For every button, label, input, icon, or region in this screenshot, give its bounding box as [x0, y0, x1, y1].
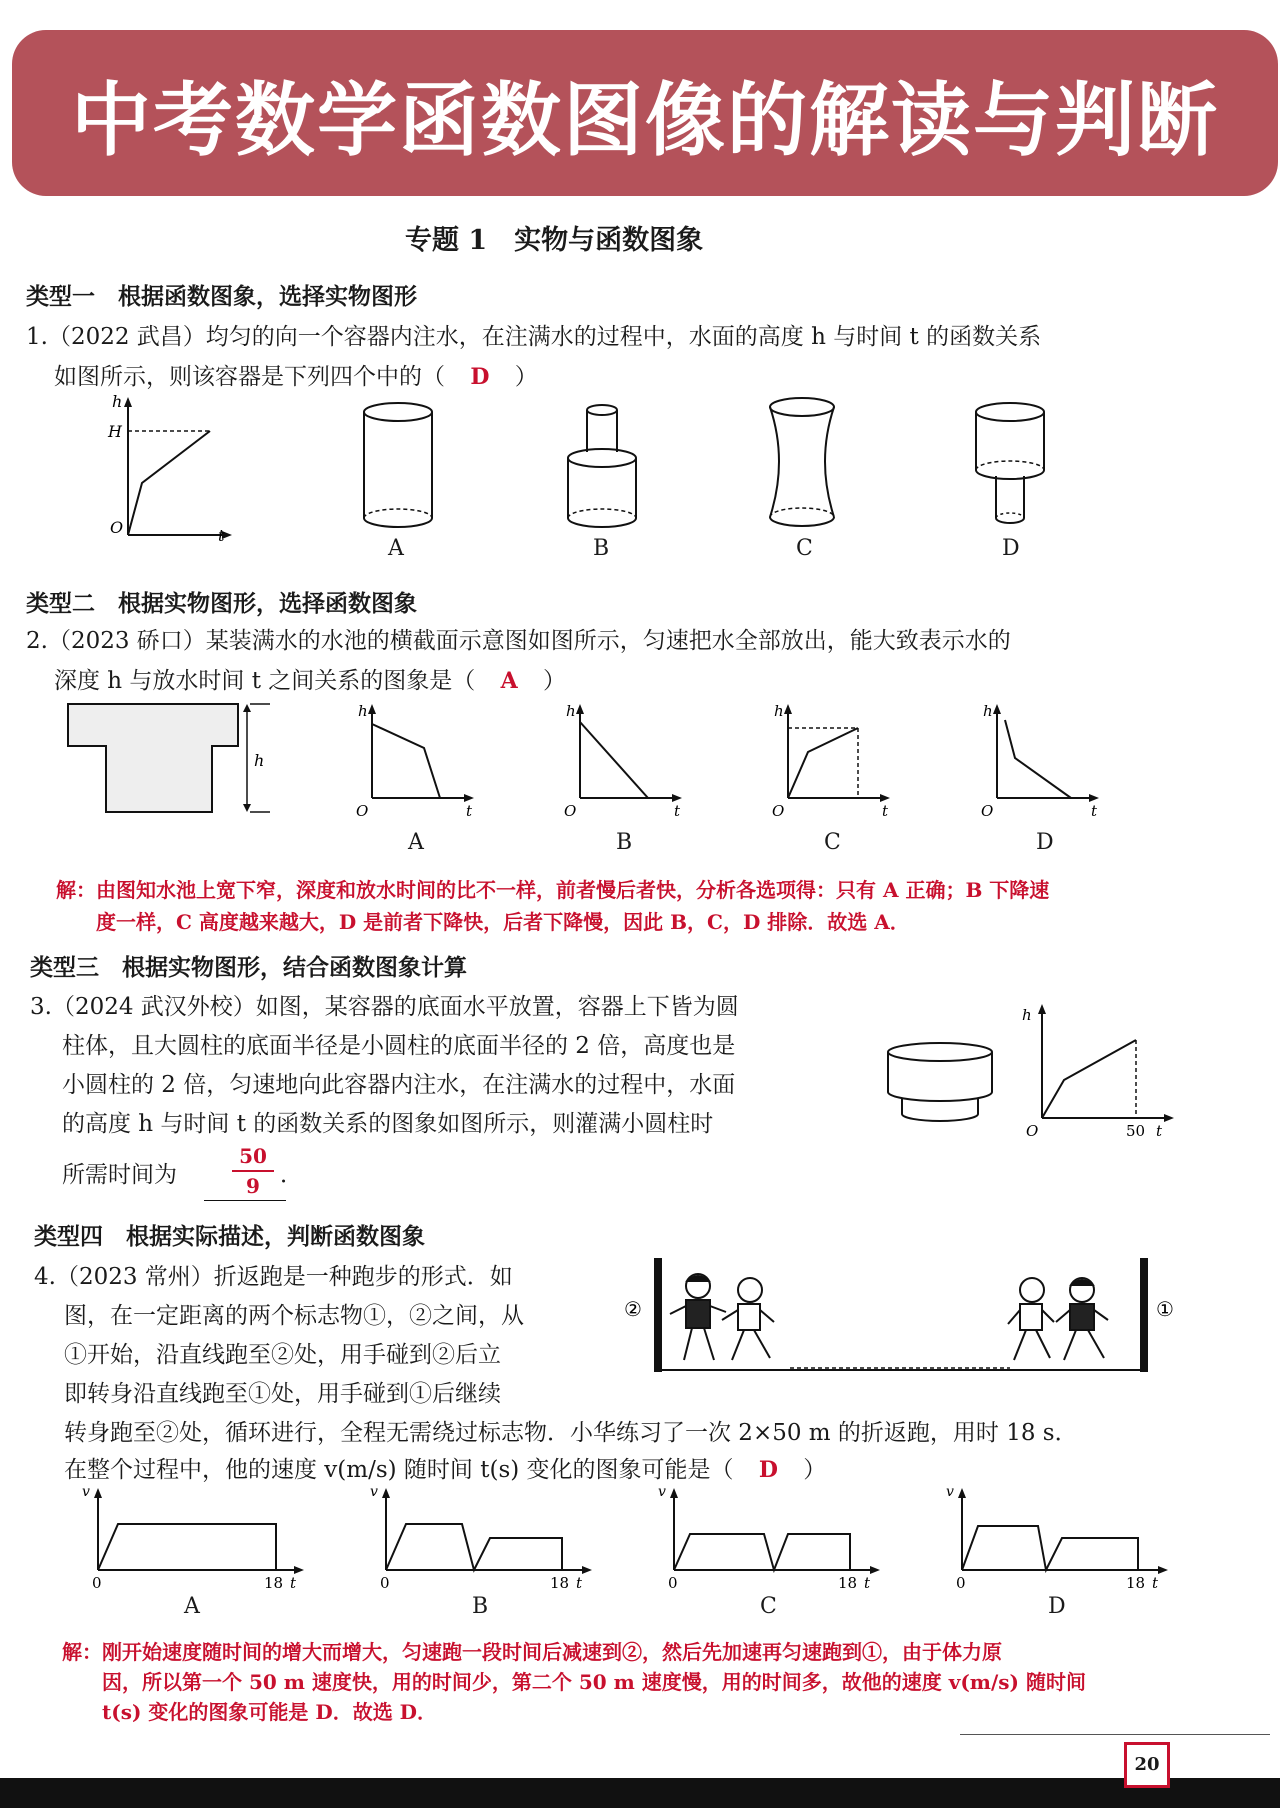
q4-line6: 在整个过程中，他的速度 v(m/s) 随时间 t(s) 变化的图象可能是（ D ） — [64, 1457, 827, 1483]
svg-text:t: t — [1152, 1574, 1159, 1592]
q4-graph-d — [942, 1484, 1172, 1590]
q3-answer-denominator: 9 — [246, 1174, 260, 1198]
topic-heading: 专题 1 实物与函数图象 — [405, 225, 704, 256]
q1-axis-H: H — [108, 422, 122, 441]
q4-marker-1: ① — [1156, 1297, 1174, 1321]
svg-text:O: O — [981, 802, 994, 820]
q4-option-c-label: C — [760, 1594, 777, 1619]
q1-container-c — [766, 395, 838, 531]
svg-text:O: O — [1026, 1122, 1039, 1140]
q3-graph — [1018, 1000, 1178, 1146]
q3-answer-numerator: 50 — [239, 1144, 267, 1168]
q2-line1: 2.（2023 硚口）某装满水的水池的横截面示意图如图所示，匀速把水全部放出，能大致表示水的 — [26, 628, 1011, 654]
svg-text:18: 18 — [838, 1574, 858, 1592]
q4-marker-2: ② — [624, 1297, 642, 1321]
svg-text:t: t — [466, 802, 473, 820]
q2-pool-diagram — [64, 700, 274, 820]
svg-text:h: h — [983, 702, 993, 720]
q3-line2: 柱体，且大圆柱的底面半径是小圆柱的底面半径的 2 倍，高度也是 — [62, 1033, 736, 1059]
q3-container-diagram — [884, 1040, 996, 1126]
q1-line1: 1.（2022 武昌）均匀的向一个容器内注水，在注满水的过程中，水面的高度 h 与时间 t 的函数关系 — [26, 324, 1042, 350]
title-banner — [12, 30, 1278, 196]
svg-text:O: O — [564, 802, 577, 820]
type4-heading: 类型四 根据实际描述，判断函数图象 — [34, 1223, 425, 1250]
type1-heading: 类型一 根据函数图象，选择实物图形 — [26, 283, 417, 310]
svg-text:0: 0 — [380, 1574, 390, 1592]
svg-text:50: 50 — [1126, 1122, 1146, 1140]
q2-graph-c — [766, 700, 896, 820]
svg-text:18: 18 — [264, 1574, 284, 1592]
q4-option-b-label: B — [472, 1594, 489, 1619]
q1-origin: O — [110, 518, 124, 537]
q2-answer: A — [500, 668, 518, 694]
runner-figure — [670, 1274, 726, 1360]
svg-text:t: t — [1156, 1122, 1163, 1140]
svg-text:h: h — [566, 702, 576, 720]
runner-figure — [722, 1278, 774, 1360]
svg-text:18: 18 — [1126, 1574, 1146, 1592]
svg-text:t: t — [576, 1574, 583, 1592]
page-number: 20 — [1124, 1742, 1170, 1788]
q4-line3: ①开始，沿直线跑至②处，用手碰到②后立 — [64, 1342, 501, 1368]
svg-text:0: 0 — [956, 1574, 966, 1592]
q1-graph — [100, 392, 240, 545]
q2-solution-line2: 度一样，C 高度越来越大，D 是前者下降快，后者下降慢，因此 B，C，D 排除．故选 A． — [96, 910, 910, 934]
q4-option-d-label: D — [1048, 1594, 1066, 1619]
q1-container-a — [360, 400, 436, 530]
q4-option-a-label: A — [184, 1594, 200, 1619]
svg-text:t: t — [864, 1574, 871, 1592]
svg-text:h: h — [774, 702, 784, 720]
q4-graph-b — [366, 1484, 596, 1590]
q2-option-a-label: A — [408, 830, 424, 855]
q3-line5: 所需时间为 — [62, 1162, 177, 1188]
q4-answer: D — [758, 1457, 778, 1483]
runner-figure — [1056, 1278, 1108, 1360]
svg-text:t: t — [290, 1574, 297, 1592]
q2-solution-line1: 解：由图知水池上宽下窄，深度和放水时间的比不一样，前者慢后者快，分析各选项得：只有 A 正确；B 下降速 — [56, 878, 1050, 902]
svg-text:O: O — [356, 802, 369, 820]
q4-solution-line2: 因，所以第一个 50 m 速度快，用的时间少，第二个 50 m 速度慢，用的时间多，故他的速度 v(m/s) 随时间 — [102, 1670, 1086, 1694]
q3-line4: 的高度 h 与时间 t 的函数关系的图象如图所示，则灌满小圆柱时 — [62, 1111, 714, 1137]
q2-option-d-label: D — [1036, 830, 1054, 855]
svg-text:v: v — [370, 1484, 378, 1500]
q1-line2: 如图所示，则该容器是下列四个中的（ D ） — [54, 364, 538, 390]
q4-line1: 4.（2023 常州）折返跑是一种跑步的形式．如 — [34, 1264, 513, 1290]
type2-heading: 类型二 根据实物图形，选择函数图象 — [26, 590, 417, 617]
q4-solution-line1: 解：刚开始速度随时间的增大而增大，匀速跑一段时间后减速到②，然后先加速再匀速跑到①，由于体力原 — [62, 1640, 1002, 1664]
q3-answer-underline — [204, 1200, 286, 1201]
q2-line2: 深度 h 与放水时间 t 之间关系的图象是（ A ） — [54, 668, 567, 694]
svg-text:h: h — [358, 702, 368, 720]
q1-option-b-label: B — [593, 536, 610, 561]
svg-text:0: 0 — [668, 1574, 678, 1592]
svg-text:v: v — [946, 1484, 954, 1500]
q1-container-d — [972, 400, 1048, 530]
q3-answer — [228, 1144, 278, 1198]
q2-option-b-label: B — [616, 830, 633, 855]
q1-option-d-label: D — [1002, 536, 1020, 561]
svg-text:t: t — [882, 802, 889, 820]
q4-line5: 转身跑至②处，循环进行，全程无需绕过标志物．小华练习了一次 2×50 m 的折返跑，用时 18 s． — [64, 1420, 1078, 1446]
q2-graph-b — [558, 700, 688, 820]
svg-text:v: v — [82, 1484, 90, 1500]
q1-option-c-label: C — [796, 536, 813, 561]
q2-graph-d — [975, 700, 1105, 820]
svg-text:t: t — [674, 802, 681, 820]
q1-answer: D — [470, 364, 490, 390]
svg-text:O: O — [772, 802, 785, 820]
svg-text:h: h — [1022, 1006, 1032, 1024]
svg-text:18: 18 — [550, 1574, 570, 1592]
svg-text:0: 0 — [92, 1574, 102, 1592]
q4-shuttle-run-illustration — [620, 1250, 1180, 1375]
q4-graph-c — [654, 1484, 884, 1590]
q4-line2: 图，在一定距离的两个标志物①，②之间，从 — [64, 1303, 524, 1329]
svg-text:t: t — [1091, 802, 1098, 820]
q4-graph-a — [78, 1484, 308, 1590]
q1-container-b — [562, 400, 642, 530]
footer-bar — [0, 1778, 1280, 1808]
q1-axis-h: h — [112, 392, 123, 411]
q3-period: ． — [280, 1162, 303, 1188]
q4-solution-line3: t(s) 变化的图象可能是 D．故选 D． — [102, 1700, 437, 1724]
q1-option-a-label: A — [388, 536, 404, 561]
q2-pool-h: h — [254, 751, 265, 770]
q1-axis-t: t — [218, 526, 225, 545]
page-title: 中考数学函数图像的解读与判断 — [71, 73, 1219, 167]
svg-text:v: v — [658, 1484, 666, 1500]
runner-figure — [1008, 1278, 1054, 1360]
q2-option-c-label: C — [824, 830, 841, 855]
type3-heading: 类型三 根据实物图形，结合函数图象计算 — [30, 954, 467, 981]
footer-rule — [960, 1734, 1270, 1735]
q2-graph-a — [350, 700, 480, 820]
q3-line3: 小圆柱的 2 倍，匀速地向此容器内注水，在注满水的过程中，水面 — [62, 1072, 736, 1098]
q4-line4: 即转身沿直线跑至①处，用手碰到①后继续 — [64, 1381, 501, 1407]
q3-line1: 3.（2024 武汉外校）如图，某容器的底面水平放置，容器上下皆为圆 — [30, 994, 739, 1020]
